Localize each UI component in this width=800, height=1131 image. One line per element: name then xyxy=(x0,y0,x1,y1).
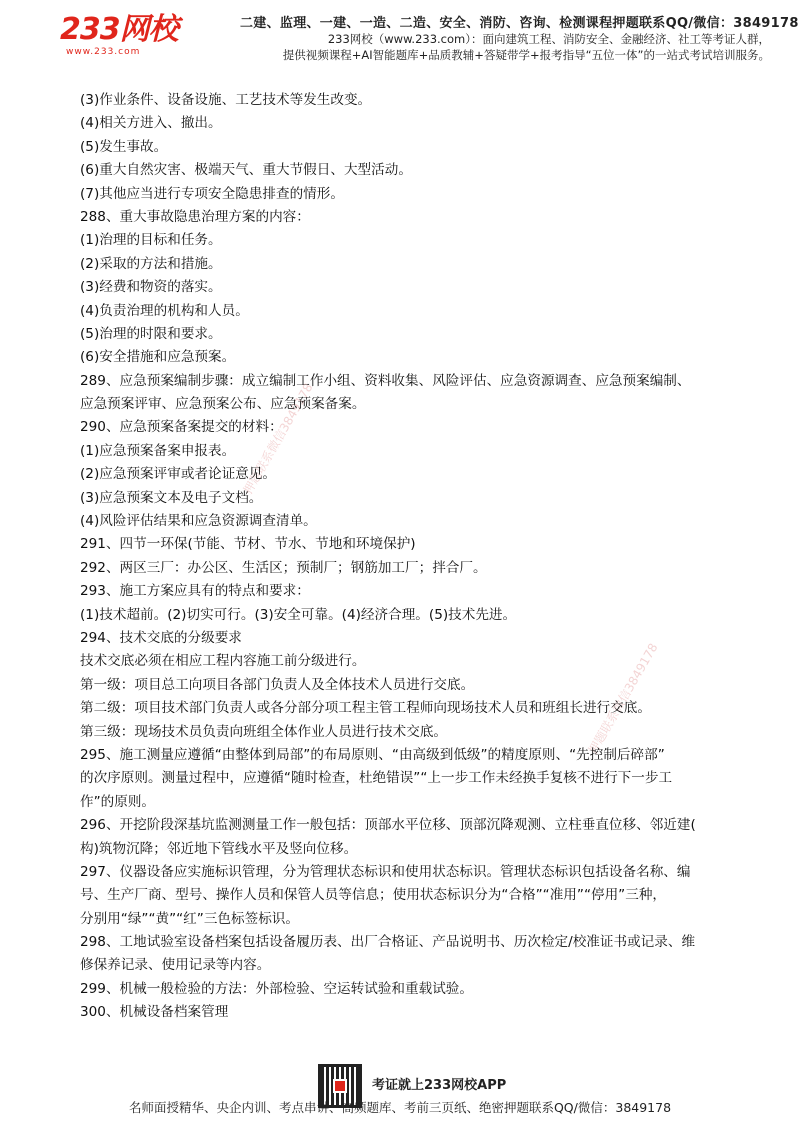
watermark: 押题联系微信3849178 xyxy=(585,640,661,757)
text-line: 号、生产厂商、型号、操作人员和保管人员等信息；使用状态标识分为“合格”“准用”“停用”三种， xyxy=(80,887,667,904)
text-line: 295、施工测量应遵循“由整体到局部”的布局原则、“由高级到低级”的精度原则、“先控制后碎部” xyxy=(80,746,665,763)
text-line: 分别用“绿”“黄”“红”三色标签标识。 xyxy=(80,910,299,927)
text-line: 297、仪器设备应实施标识管理，分为管理状态标识和使用状态标识。管理状态标识包括设备名称、编 xyxy=(80,863,691,880)
text-line: 的次序原则。测量过程中，应遵循“随时检查，杜绝错误”“上一步工作未经换手复核不进行下一步工 xyxy=(80,770,673,787)
text-line: 293、施工方案应具有的特点和要求： xyxy=(80,583,310,600)
text-line: (4)负责治理的机构和人员。 xyxy=(80,302,249,319)
document-body xyxy=(80,89,760,1025)
text-line: 299、机械一般检验的方法：外部检验、空运转试验和重载试验。 xyxy=(80,980,473,997)
text-line: 289、应急预案编制步骤：成立编制工作小组、资料收集、风险评估、应急资源调查、应急预案编制、 xyxy=(80,372,691,389)
page-footer xyxy=(0,1060,800,1131)
text-line: 应急预案评审、应急预案公布、应急预案备案。 xyxy=(80,396,366,413)
text-line: 第一级：项目总工向项目各部门负责人及全体技术人员进行交底。 xyxy=(80,676,475,693)
logo-text: 233网校 xyxy=(60,12,178,47)
text-line: (6)重大自然灾害、极端天气、重大节假日、大型活动。 xyxy=(80,162,412,179)
text-line: (4)相关方进入、撤出。 xyxy=(80,115,222,132)
text-line: (6)安全措施和应急预案。 xyxy=(80,349,236,366)
footer-app-promo: 考证就上233网校APP xyxy=(372,1078,507,1093)
text-line: (3)应急预案文本及电子文档。 xyxy=(80,489,263,506)
text-line: (4)风险评估结果和应急资源调查清单。 xyxy=(80,513,317,530)
text-line: 292、两区三厂：办公区、生活区；预制厂；钢筋加工厂；拌合厂。 xyxy=(80,559,487,576)
text-line: (5)发生事故。 xyxy=(80,138,168,155)
text-line: (3)作业条件、设备设施、工艺技术等发生改变。 xyxy=(80,92,372,108)
text-line: 第二级：项目技术部门负责人或各分部分项工程主管工程师向现场技术人员和班组长进行交底。 xyxy=(80,700,651,717)
header-contact-line: 二建、监理、一建、一造、二造、安全、消防、咨询、检测课程押题联系QQ/微信：3849178 xyxy=(240,16,799,31)
logo-url: www.233.com xyxy=(66,47,141,57)
text-line: 第三级：现场技术员负责向班组全体作业人员进行技术交底。 xyxy=(80,723,448,740)
text-line: 294、技术交底的分级要求 xyxy=(80,629,242,646)
text-line: (1)技术超前。(2)切实可行。(3)安全可靠。(4)经济合理。(5)技术先进。 xyxy=(80,606,517,623)
text-line: 288、重大事故隐患治理方案的内容： xyxy=(80,208,310,225)
text-line: (5)治理的时限和要求。 xyxy=(80,325,222,342)
text-line: 290、应急预案备案提交的材料： xyxy=(80,419,283,436)
text-line: (2)采取的方法和措施。 xyxy=(80,255,222,272)
text-line: 作”的原则。 xyxy=(80,793,156,810)
text-line: (1)应急预案备案申报表。 xyxy=(80,442,236,459)
text-line: 构)筑物沉降；邻近地下管线水平及竖向位移。 xyxy=(80,840,358,857)
text-line: (2)应急预案评审或者论证意见。 xyxy=(80,466,276,483)
page-header xyxy=(0,0,800,72)
text-line: 298、工地试验室设备档案包括设备履历表、出厂合格证、产品说明书、历次检定/校准证书或记录、维 xyxy=(80,934,696,951)
text-line: (1)治理的目标和任务。 xyxy=(80,232,222,249)
text-line: (7)其他应当进行专项安全隐患排查的情形。 xyxy=(80,185,344,202)
text-line: 296、开挖阶段深基坑监测测量工作一般包括：顶部水平位移、顶部沉降观测、立柱垂直位移、邻近建( xyxy=(80,817,696,834)
header-description-line: 233网校（www.233.com）：面向建筑工程、消防安全、金融经济、社工等考证人群， xyxy=(327,32,770,46)
text-line: 技术交底必须在相应工程内容施工前分级进行。 xyxy=(80,653,366,670)
text-line: 300、机械设备档案管理 xyxy=(80,1004,229,1021)
watermark: 押题联系微信3849178 xyxy=(240,380,316,497)
header-services-line: 提供视频课程+AI智能题库+品质教辅+答疑带学+报考指导“五位一体”的一站式考试培训服务。 xyxy=(282,48,770,62)
text-line: 修保养记录、使用记录等内容。 xyxy=(80,957,271,974)
text-line: (3)经费和物资的落实。 xyxy=(80,279,222,296)
text-line: 291、四节一环保(节能、节材、节水、节地和环境保护) xyxy=(80,536,416,553)
footer-contact-line: 名师面授精华、央企内训、考点串讲、高频题库、考前三页纸、绝密押题联系QQ/微信：3849178 xyxy=(128,1100,672,1115)
